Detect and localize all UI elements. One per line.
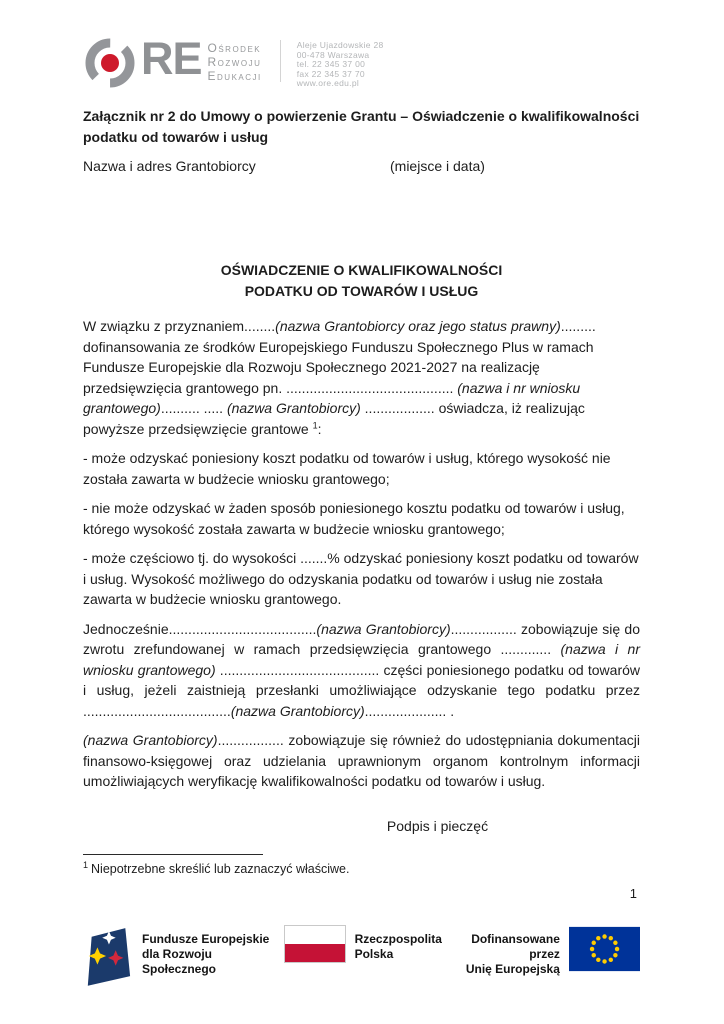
address-line: Aleje Ujazdowskie 28 bbox=[296, 40, 384, 50]
ore-header bbox=[83, 33, 640, 92]
declaration-heading-line: PODATKU OD TOWARÓW I USŁUG bbox=[244, 283, 479, 299]
address-line: fax 22 345 37 70 bbox=[296, 68, 365, 79]
ore-org-line: Edukacji bbox=[207, 69, 262, 83]
ore-org-line: Rozwoju bbox=[207, 55, 262, 69]
footnote-text bbox=[83, 861, 640, 877]
footnote-marker: 1 bbox=[83, 859, 89, 870]
ore-org-line: Ośrodek bbox=[207, 41, 262, 55]
poland-flag-icon bbox=[284, 925, 346, 963]
pl-logo-label-line: Rzeczpospolita bbox=[354, 932, 442, 946]
place-date-label: (miejsce i data) bbox=[390, 158, 485, 174]
pl-logo-label-line: Polska bbox=[354, 947, 394, 961]
fe-logo-label bbox=[142, 932, 284, 977]
header-divider bbox=[280, 40, 281, 82]
ore-logo-letters: RE bbox=[141, 33, 202, 84]
footnote-separator bbox=[83, 854, 263, 855]
fe-logo-label-line: Fundusze Europejskie bbox=[141, 932, 270, 946]
declaration-heading bbox=[83, 260, 640, 302]
eu-logo-label-line: Unię Europejską bbox=[465, 962, 560, 976]
intro-paragraph: W związku z przyznaniem........(nazwa Grantobiorcy oraz jego status prawny)......... dofinansowania ze środków Europejskiego Funduszu Społecznego Plus w ramach Fundusze Europejskie dla Rozwoju Społecznego 2021-2027 na realizację przedsięwzięcia grantowego pn. ........................................... (nazwa i nr wniosku grantowego).......... ..... (nazwa Grantobiorcy) .................. oświadcza, iż realizując powyższe przedsięwzięcie grantowe $^1$: bbox=[83, 318, 596, 437]
bullet-paragraph: - nie może odzyskać w żaden sposób poniesionego kosztu podatku od towarów i usług, którego wysokość została zawarta w budżecie wniosku grantowego; bbox=[83, 500, 625, 537]
page-number: 1 bbox=[629, 886, 637, 901]
eu-logo-label bbox=[442, 932, 560, 977]
declaration-heading-line: OŚWIADCZENIE O KWALIFIKOWALNOŚCI bbox=[220, 262, 503, 278]
bullet-paragraph: - może częściowo tj. do wysokości .......% odzyskać poniesiony koszt podatku od towarów i usług. Wysokość możliwego do odzyskania podatku od towarów i usług nie została zawarta w budżecie wniosku grantowego. bbox=[83, 550, 639, 607]
ore-org-name bbox=[208, 41, 262, 83]
attachment-title: Załącznik nr 2 do Umowy o powierzenie Grantu – Oświadczenie o kwalifikowalności podatku od towarów i usług bbox=[83, 108, 640, 145]
address-line: tel. 22 345 37 00 bbox=[296, 59, 366, 70]
footnote-block bbox=[83, 854, 640, 877]
address-line: www.ore.edu.pl bbox=[296, 78, 360, 89]
footnote-label: Niepotrzebne skreślić lub zaznaczyć właściwe. bbox=[91, 862, 350, 876]
eu-flag-icon bbox=[569, 926, 640, 972]
pl-logo-group bbox=[284, 924, 442, 963]
footer-logos bbox=[83, 924, 640, 988]
eu-logo-group bbox=[442, 924, 640, 977]
eu-logo-label-line: Dofinansowane przez bbox=[471, 932, 560, 961]
bullet-paragraph: - może odzyskać poniesiony koszt podatku od towarów i usług, którego wysokość nie została zawarta w budżecie wniosku grantowego; bbox=[83, 450, 611, 487]
fundusze-europejskie-flag-icon bbox=[83, 924, 133, 988]
ore-logo-icon bbox=[83, 36, 139, 90]
ore-address-block bbox=[297, 41, 384, 89]
documentation-paragraph: (nazwa Grantobiorcy)................. zobowiązuje się również do udostępniania dokumentacji finansowo-księgowej oraz udzielania uprawnionym organom kontrolnym informacji umożliwiających weryfikację kwalifikowalności podatku od towarów i usług. bbox=[83, 732, 641, 789]
refund-obligation-paragraph: Jednocześnie......................................(nazwa Grantobiorcy)................. zobowiązuje się do zwrotu zrefundowanej w ramach przedsięwzięcia grantowego ............. (nazwa i nr wniosku grantowego) ......................................... części poniesionego podatku od towarów i usług, jeżeli zaistnieją przesłanki umożliwiające odzyskanie tego podatku przez ......................................(nazwa Grantobiorcy)..................... . bbox=[83, 620, 641, 719]
pl-logo-label bbox=[355, 932, 442, 962]
fe-logo-label-line: dla Rozwoju Społecznego bbox=[141, 947, 216, 976]
grantee-label: Nazwa i adres Grantobiorcy bbox=[83, 158, 256, 174]
address-line: 00-478 Warszawa bbox=[296, 49, 370, 60]
fe-logo-group bbox=[83, 924, 284, 988]
grantee-row bbox=[83, 156, 640, 176]
signature-label: Podpis i pieczęć bbox=[386, 817, 489, 834]
